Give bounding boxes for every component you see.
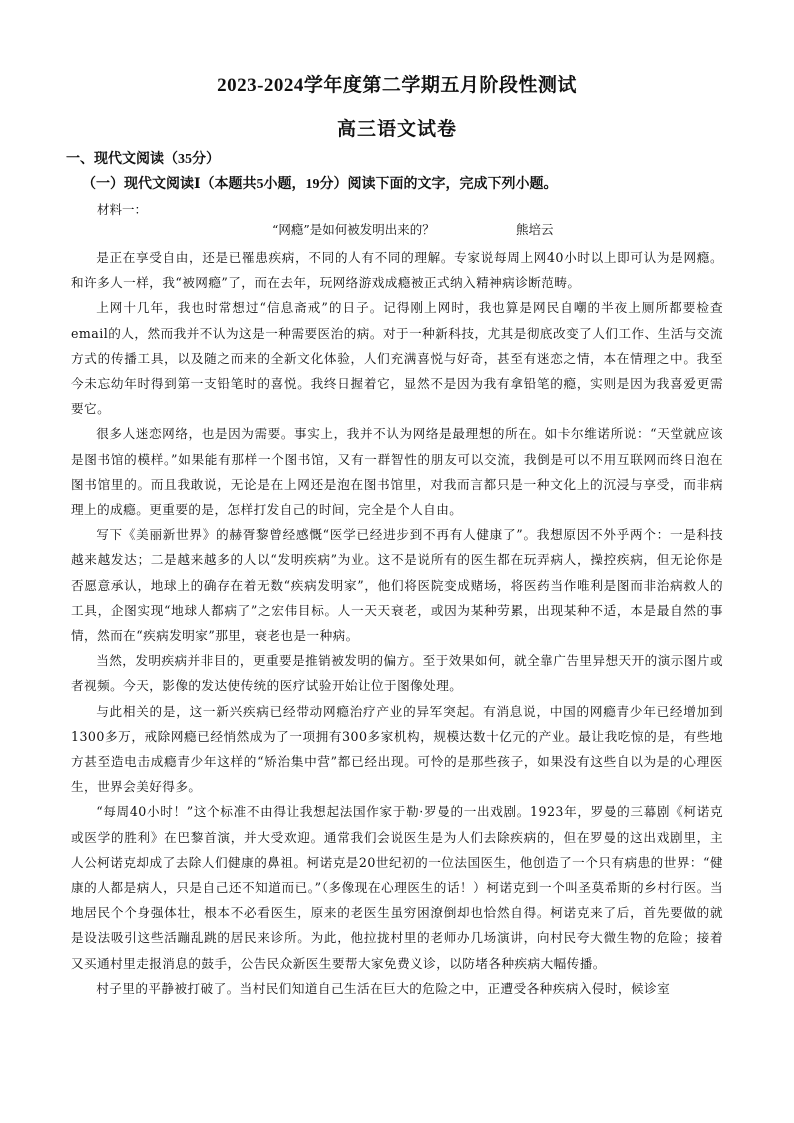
section-subheading: （一）现代文阅读Ⅰ（本题共5小题，19分）阅读下面的文字，完成下列小题。 — [82, 177, 558, 192]
paragraph: 上网十几年，我也时常想过“信息斋戒”的日子。记得刚上网时，我也算是网民自嘲的半夜上厕所都要检查email的人，然而我并不认为这是一种需要医治的病。对于一种新科技，尤其是彻底改变了人们工作、生活与交流方式的传播工具，以及随之而来的全新文化体验，人们充满喜悦与好奇，甚至有迷恋之情，本在情理之中。我至今未忘幼年时得到第一支铅笔时的喜悦。我终日握着它，显然不是因为我有拿铅笔的瘾，实则是因为我喜爱更需要它。 — [71, 300, 723, 417]
article-author: 熊培云 — [516, 222, 554, 237]
paragraph: 是正在享受自由，还是已罹患疾病，不同的人有不同的理解。专家说每周上网40小时以上即可认为是网瘾。和许多人一样，我“被网瘾”了，而在去年，玩网络游戏成瘾被正式纳入精神病诊断范畴。 — [71, 250, 723, 291]
paragraph: “每周40小时！”这个标准不由得让我想起法国作家于勒·罗曼的一出戏剧。1923年，罗曼的三幕剧《柯诺克或医学的胜利》在巴黎首演，并大受欢迎。通常我们会说医生是为人们去除疾病的，但在罗曼的这出戏剧里，主人公柯诺克却成了去除人们健康的鼻祖。柯诺克是20世纪初的一位法国医生，他创造了一个只有病患的世界：“健康的人都是病人，只是自己还不知道而已。”（多像现在心理医生的话！）柯诺克到一个叫圣莫希斯的乡村行医。当地居民个个身强体壮，根本不必看医生，原来的老医生虽穷困潦倒却也恰然自得。柯诺克来了后，首先要做的就是设法吸引这些活蹦乱跳的居民来诊所。为此，他拉拢村里的老师办几场演讲，向村民夸大微生物的危险；接着又买通村里走报消息的鼓手，公告民众新医生要帮大家免费义诊，以防堵各种疾病大幅传播。 — [71, 804, 723, 971]
exam-title: 2023-2024学年度第二学期五月阶段性测试 — [217, 75, 577, 96]
paragraph: 很多人迷恋网络，也是因为需要。事实上，我并不认为网络是最理想的所在。如卡尔维诺所说：“天堂就应该是图书馆的模样。”如果能有那样一个图书馆，又有一群智性的朋友可以交流，我倒是可以不用互联网而终日泡在图书馆里的。而且我敢说，无论是在上网还是泡在图书馆里，对我而言都只是一种文化上的沉浸与享受，而非病理上的成瘾。更重要的是，怎样打发自己的时间，完全是个人自由。 — [71, 426, 723, 518]
section-heading: 一、现代文阅读（35分） — [66, 152, 220, 167]
paragraph: 写下《美丽新世界》的赫胥黎曾经感慨“医学已经进步到不再有人健康了”。我想原因不外乎两个：一是科技越来越发达；二是越来越多的人以“发明疾病”为业。这不是说所有的医生都在玩弄病人，操控疾病，但无论你是否愿意承认，地球上的确存在着无数“疾病发明家”，他们将医院变成赌场，将医药当作唯利是图而非治病救人的工具，企图实现“地球人都病了”之宏伟目标。人一天天衰老，或因为某种劳累，出现某种不适，本是最自然的事情，然而在“疾病发明家”那里，衰老也是一种病。 — [71, 527, 723, 644]
paragraph: 村子里的平静被打破了。当村民们知道自己生活在巨大的危险之中，正遭受各种疾病入侵时，候诊室 — [96, 980, 671, 996]
article-title: “网瘾”是如何被发明出来的？ — [272, 222, 435, 237]
material-label: 材料一： — [97, 202, 148, 217]
exam-subtitle: 高三语文试卷 — [336, 119, 457, 140]
article-body — [71, 245, 723, 1001]
paragraph: 当然，发明疾病并非目的，更重要是推销被发明的偏方。至于效果如何，就全靠广告里异想天开的演示图片或者视频。今天，影像的发达使传统的医疗试验开始让位于图像处理。 — [71, 653, 723, 694]
paragraph: 与此相关的是，这一新兴疾病已经带动网瘾治疗产业的异军突起。有消息说，中国的网瘾青少年已经增加到1300多万，戒除网瘾已经悄然成为了一项拥有300多家机构，规模达数十亿元的产业。最让我吃惊的是，有些地方甚至造电击成瘾青少年这样的“矫治集中营”都已经出现。可怜的是那些孩子，如果没有这些自以为是的心理医生，世界会美好得多。 — [71, 703, 723, 795]
